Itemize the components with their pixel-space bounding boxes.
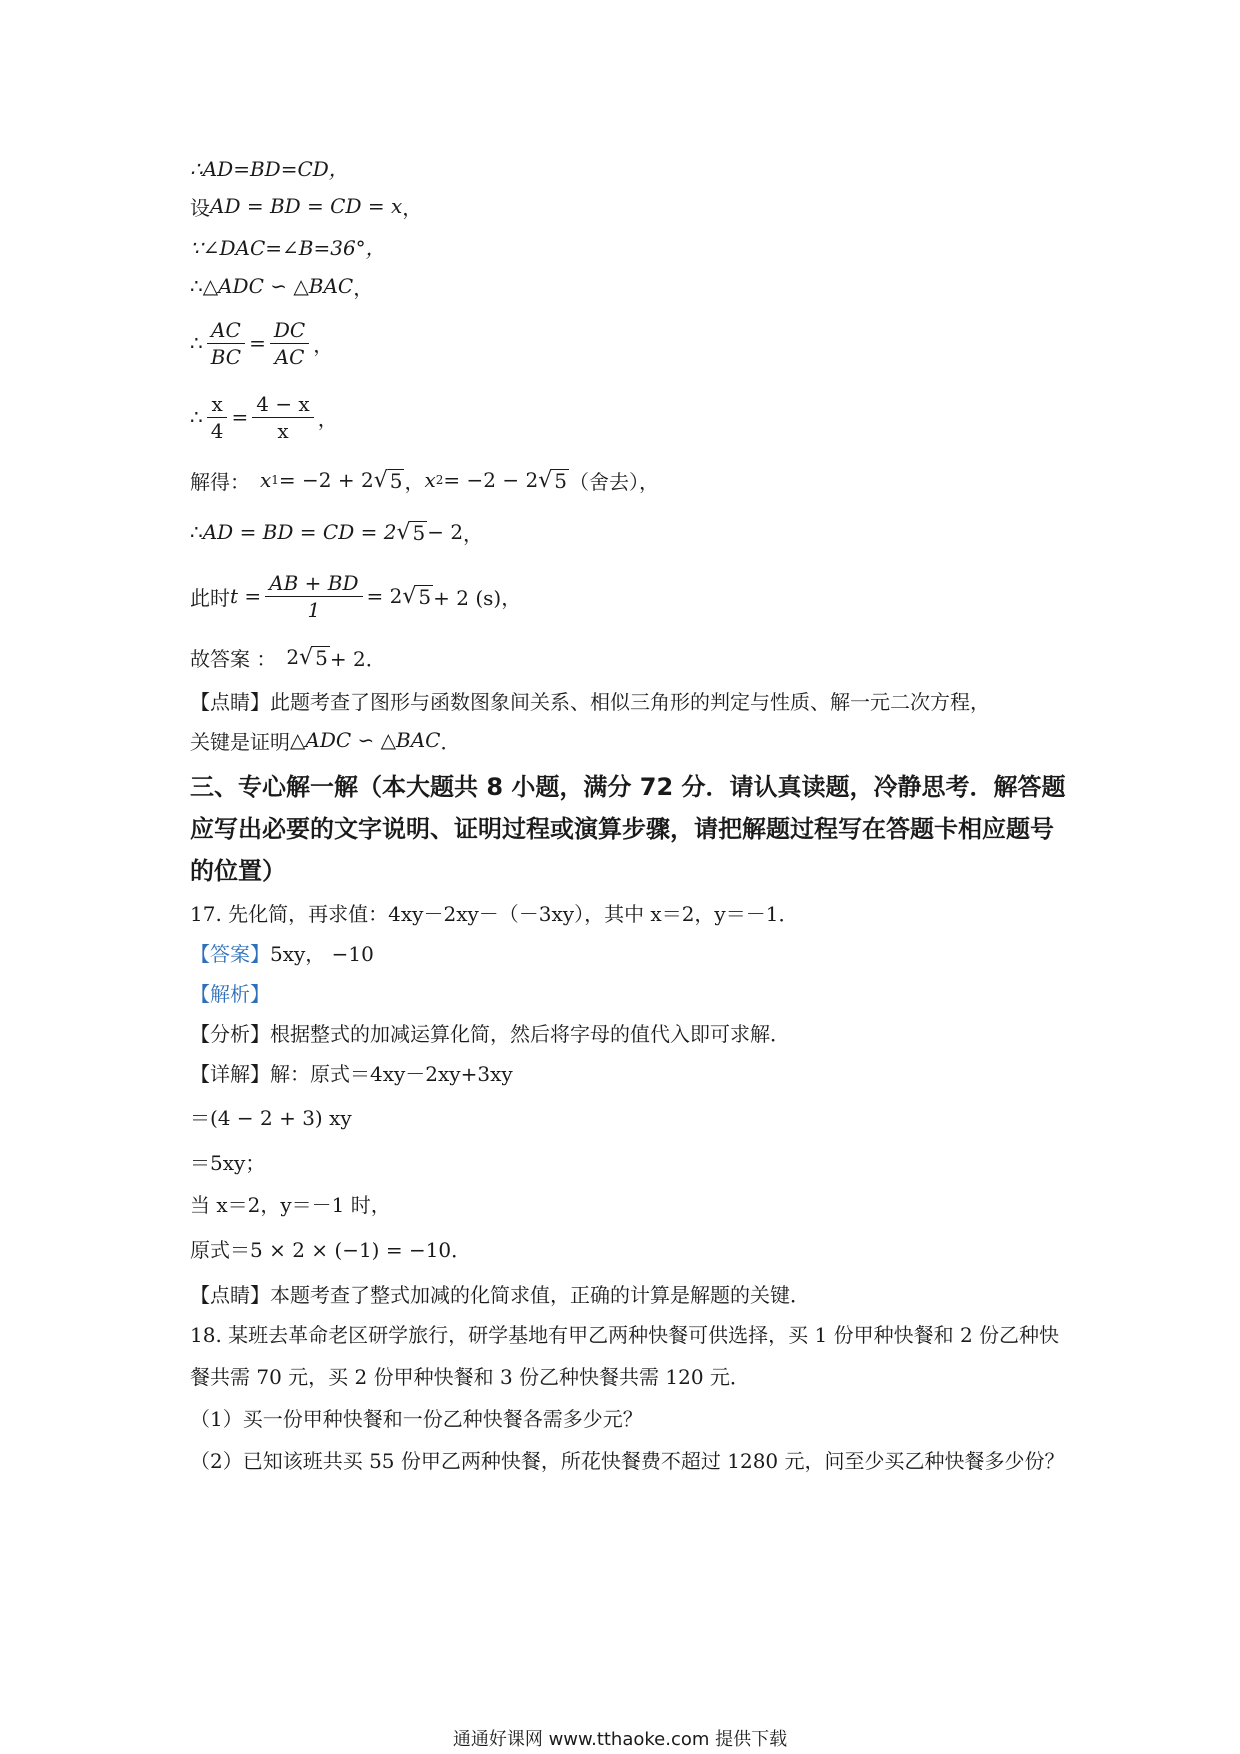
subscript: 1 xyxy=(271,473,279,487)
math: AD = BD = CD = x xyxy=(210,194,403,218)
text: ∴ xyxy=(190,405,203,429)
line-12 xyxy=(190,720,1070,760)
text: ， xyxy=(404,469,425,494)
line-2 xyxy=(190,186,1070,226)
subscript: 2 xyxy=(435,473,444,487)
step-text: 原式＝5 × 2 × (−1) = −10． xyxy=(190,1237,472,1262)
text: ， xyxy=(353,275,374,300)
text: 关键是证明 xyxy=(190,729,290,754)
denominator: AC xyxy=(274,344,305,369)
sqrt: √ 5 xyxy=(299,644,328,670)
q17-step2 xyxy=(190,1140,1070,1182)
sqrt: √ 5 xyxy=(538,467,567,493)
text: ∴ xyxy=(190,331,203,355)
math: AD = BD = CD = 2 xyxy=(202,520,397,544)
q17-step3 xyxy=(190,1182,1070,1224)
step-text: ＝5xy； xyxy=(190,1150,266,1175)
page-content xyxy=(190,148,1070,1482)
q17-question xyxy=(190,892,1070,932)
text: ∴ xyxy=(190,274,203,298)
fraction xyxy=(265,572,362,621)
line-6 xyxy=(190,380,1070,454)
text: 故答案 ： xyxy=(190,646,277,671)
denominator: x xyxy=(277,418,289,443)
fraction xyxy=(270,319,309,368)
numerator: AB + BD xyxy=(265,572,362,597)
text: （舍去）， xyxy=(568,469,659,494)
answer-text: 5xy， −10 xyxy=(270,941,374,966)
equals: = xyxy=(231,405,249,429)
numerator: 4 − x xyxy=(252,393,313,418)
line-11 xyxy=(190,680,1070,720)
step-text: 当 x＝2，y＝－1 时， xyxy=(190,1192,391,1217)
expr: = 2 xyxy=(366,584,403,608)
radicand: 5 xyxy=(554,468,567,493)
line-8 xyxy=(190,506,1070,558)
line-9 xyxy=(190,558,1070,634)
text: ， xyxy=(317,406,338,431)
text: 此时 xyxy=(190,585,230,610)
expr: + 2 (s)， xyxy=(433,585,522,610)
question-text: 17. 先化简，再求值：4xy－2xy－（－3xy），其中 x＝2，y＝－1． xyxy=(190,901,799,926)
var: t = xyxy=(230,584,262,608)
fraction xyxy=(252,393,313,442)
text: 解得： xyxy=(190,469,250,494)
sqrt: √ 5 xyxy=(396,519,426,545)
denominator: 1 xyxy=(307,597,321,622)
text: ， xyxy=(313,332,334,357)
analysis-tag: 【解析】 xyxy=(190,981,270,1006)
expr: = −2 + 2 xyxy=(278,468,374,492)
line-10 xyxy=(190,634,1070,680)
step-text: ＝(4 − 2 + 3) xy xyxy=(190,1105,352,1130)
dianjing: 【点睛】此题考查了图形与函数图象间关系、相似三角形的判定与性质、解一元二次方程， xyxy=(190,689,990,714)
denominator: 4 xyxy=(210,418,224,443)
expr: = −2 − 2 xyxy=(443,468,539,492)
radicand: 5 xyxy=(315,645,328,670)
page-footer: 通通好课网 www.tthaoke.com 提供下载 xyxy=(452,1729,788,1750)
equals: = xyxy=(249,331,266,355)
q17-dianjing xyxy=(190,1272,1070,1314)
text: ∴AD=BD=CD， xyxy=(190,156,349,181)
line-1 xyxy=(190,148,1070,186)
expr: + 2． xyxy=(329,646,386,671)
q18-question: 18. 某班去革命老区研学旅行，研学基地有甲乙两种快餐可供选择，买 1 份甲种快餐和 2 份乙种快餐共需 70 元，买 2 份甲种快餐和 3 份乙种快餐共需 120 元． xyxy=(190,1323,1060,1389)
text: ， xyxy=(402,195,423,220)
expr: 2 xyxy=(286,645,300,669)
line-7 xyxy=(190,454,1070,506)
line-4 xyxy=(190,266,1070,306)
math: △ADC ∽ △BAC xyxy=(202,274,354,298)
expr: − 2 xyxy=(427,520,464,544)
text: ． xyxy=(440,729,461,754)
q18-sub2: （2）已知该班共买 55 份甲乙两种快餐，所花快餐费不超过 1280 元，问至少买乙种快餐多少份？ xyxy=(190,1449,1065,1473)
text: ， xyxy=(463,521,484,546)
math: △ADC ∽ △BAC xyxy=(290,728,441,752)
denominator: BC xyxy=(210,344,242,369)
sqrt: √ 5 xyxy=(402,583,432,609)
detail-text: 【详解】解：原式＝4xy－2xy+3xy xyxy=(190,1061,513,1086)
text: ∵∠DAC=∠B=36°， xyxy=(190,235,386,260)
fraction xyxy=(207,393,228,442)
answer-tag: 【答案】 xyxy=(190,941,270,966)
line-5 xyxy=(190,306,1070,380)
radicand: 5 xyxy=(389,468,403,493)
q17-step4 xyxy=(190,1224,1070,1272)
q18-sub1: （1）买一份甲种快餐和一份乙种快餐各需多少元？ xyxy=(190,1407,643,1431)
q17-fenxi xyxy=(190,1012,1070,1052)
radicand: 5 xyxy=(418,584,432,609)
radicand: 5 xyxy=(412,520,426,545)
var: x xyxy=(424,468,436,492)
text: ∴ xyxy=(190,520,203,544)
q17-answer xyxy=(190,932,1070,972)
sqrt: √ 5 xyxy=(373,467,403,493)
section-heading: 三、专心解一解（本大题共 8 小题，满分 72 分．请认真读题，冷静思考．解答题应写出必要的文字说明、证明过程或演算步骤，请把解题过程写在答题卡相应题号的位置） xyxy=(190,773,1066,885)
numerator: DC xyxy=(270,319,309,344)
dianjing-text: 【点睛】本题考查了整式加减的化简求值，正确的计算是解题的关键． xyxy=(190,1282,810,1307)
fraction xyxy=(207,319,245,368)
numerator: AC xyxy=(207,319,245,344)
text: 设 xyxy=(190,195,210,220)
q17-detail xyxy=(190,1052,1070,1092)
var: x xyxy=(260,468,272,492)
q17-step1 xyxy=(190,1092,1070,1140)
q17-analysis xyxy=(190,972,1070,1012)
fenxi-text: 【分析】根据整式的加减运算化简，然后将字母的值代入即可求解． xyxy=(190,1021,790,1046)
numerator: x xyxy=(207,393,226,418)
line-3 xyxy=(190,226,1070,266)
